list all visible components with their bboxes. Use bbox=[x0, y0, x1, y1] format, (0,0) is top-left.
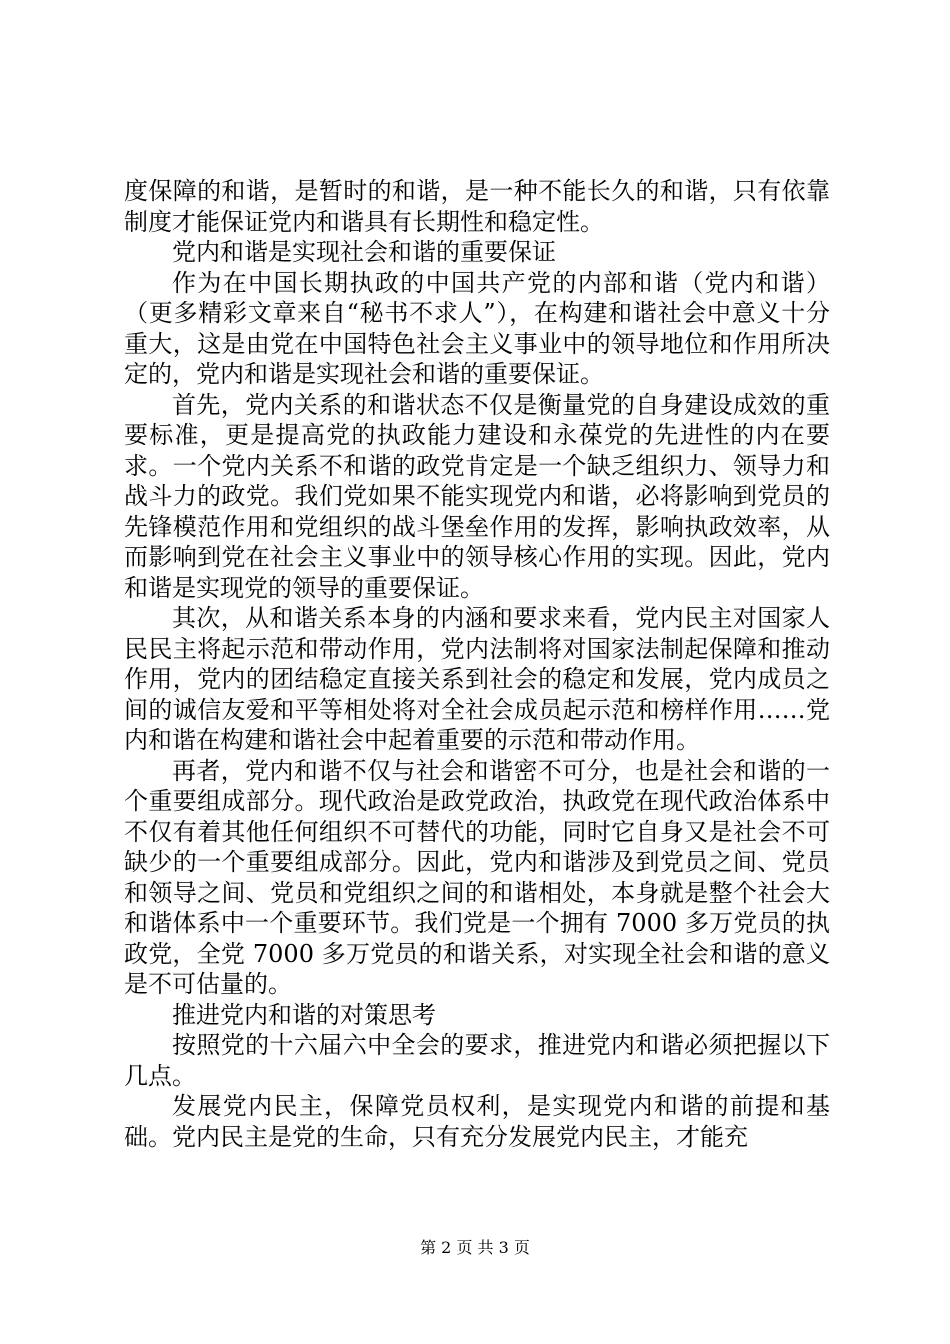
paragraph: 其次，从和谐关系本身的内涵和要求来看，党内民主对国家人民民主将起示范和带动作用，党内法制将对国家法制起保障和推动作用，党内的团结稳定直接关系到社会的稳定和发展，党内成员之间的诚信友爱和平等相处将对全社会成员起示范和榜样作用……党内和谐在构建和谐社会中起着重要的示范和带动作用。 bbox=[124, 604, 830, 754]
section-heading: 党内和谐是实现社会和谐的重要保证 bbox=[172, 238, 556, 266]
document-body bbox=[124, 176, 830, 1152]
page-footer: 第 2 页 共 3 页 bbox=[420, 1238, 530, 1257]
section-heading: 推进党内和谐的对策思考 bbox=[172, 1000, 436, 1029]
paragraph: 发展党内民主，保障党员权利，是实现党内和谐的前提和基础。党内民主是党的生命，只有充分发展党内民主，才能充 bbox=[124, 1092, 830, 1151]
paragraph: 再者，党内和谐不仅与社会和谐密不可分，也是社会和谐的一个重要组成部分。现代政治是政党政治，执政党在现代政治体系中不仅有着其他任何组织不可替代的功能，同时它自身又是社会不可缺少的一个重要组成部分。因此，党内和谐涉及到党员之间、党员和领导之间、党员和党组织之间的和谐相处，本身就是整个社会大和谐体系中一个重要环节。我们党是一个拥有 7000 多万党员的执政党，全党 7000 多万党员的和谐关系，对实现全社会和谐的意义是不可估量的。 bbox=[124, 756, 830, 998]
paragraph-continued: 度保障的和谐，是暂时的和谐，是一种不能长久的和谐，只有依靠制度才能保证党内和谐具有长期性和稳定性。 bbox=[124, 177, 830, 236]
paragraph: 作为在中国长期执政的中国共产党的内部和谐（党内和谐）（更多精彩文章来自“秘书不求人”），在构建和谐社会中意义十分重大，这是由党在中国特色社会主义事业中的领导地位和作用所决定的，党内和谐是实现社会和谐的重要保证。 bbox=[124, 268, 830, 388]
paragraph: 按照党的十六届六中全会的要求，推进党内和谐必须把握以下几点。 bbox=[124, 1031, 830, 1090]
paragraph: 首先，党内关系的和谐状态不仅是衡量党的自身建设成效的重要标准，更是提高党的执政能力建设和永葆党的先进性的内在要求。一个党内关系不和谐的政党肯定是一个缺乏组织力、领导力和战斗力的政党。我们党如果不能实现党内和谐，必将影响到党员的先锋模范作用和党组织的战斗堡垒作用的发挥，影响执政效率，从而影响到党在社会主义事业中的领导核心作用的实现。因此，党内和谐是实现党的领导的重要保证。 bbox=[124, 390, 830, 602]
